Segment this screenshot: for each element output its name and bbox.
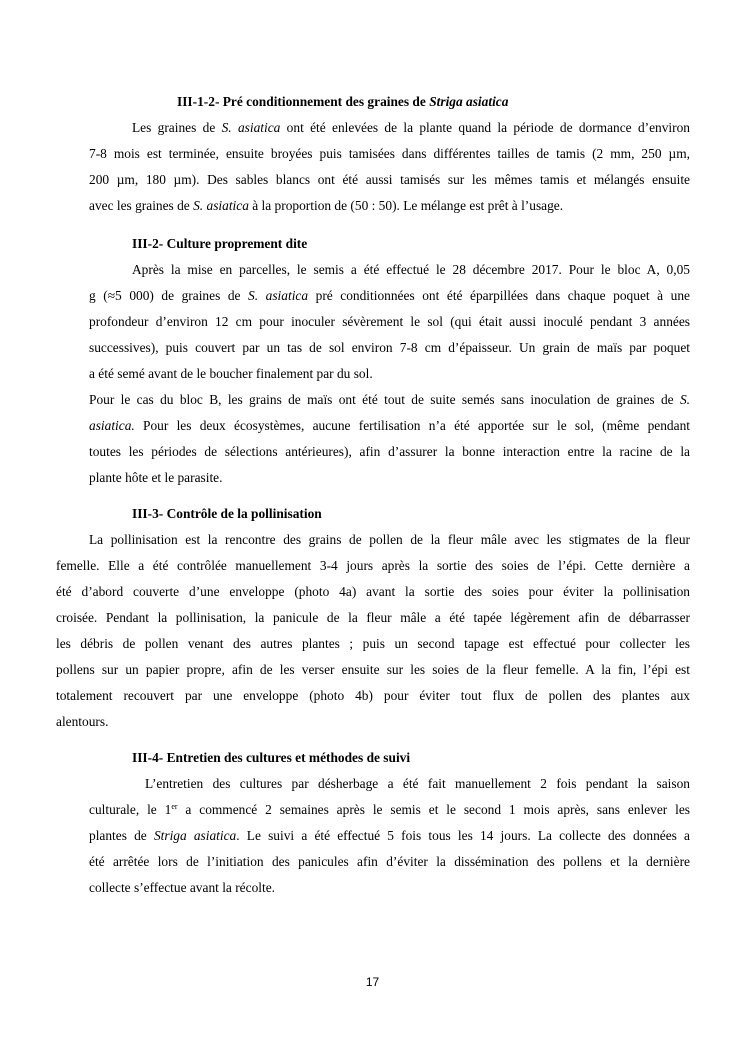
paragraph-line: plante hôte et le parasite. [89,470,223,485]
paragraph-line: toutes les périodes de sélections antérieures), afin d’assurer la bonne interaction entre la racine de la [89,444,690,459]
paragraph-line: La pollinisation est la rencontre des grains de pollen de la fleur mâle avec les stigmates de la fleur [89,532,690,547]
paragraph-line: été d’abord couverte d’une enveloppe (photo 4a) avant la sortie des soies pour éviter la pollinisation [56,584,690,599]
paragraph-line: été arrêtée lors de l’initiation des panicules afin d’éviter la dissémination des pollens et la dernière [89,854,690,869]
paragraph-line: L’entretien des cultures par désherbage a été fait manuellement 2 fois pendant la saison [145,776,690,791]
paragraph-line: Après la mise en parcelles, le semis a été effectué le 28 décembre 2017. Pour le bloc A, 0,05 [132,262,690,277]
paragraph-line: culturale, le 1er a commencé 2 semaines après le semis et le second 1 mois après, sans enlever les [89,802,690,817]
paragraph-line: femelle. Elle a été contrôlée manuellement 3-4 jours après la sortie des soies de l’épi. Cette dernière a [56,558,690,573]
paragraph-line: 7-8 mois est terminée, ensuite broyées puis tamisées dans différentes tailles de tamis (2 mm, 250 µm, [89,146,690,161]
paragraph-line: 200 µm, 180 µm). Des sables blancs ont été aussi tamisés sur les mêmes tamis et mélangés ensuite [89,172,690,187]
paragraph-line: g (≈5 000) de graines de S. asiatica pré conditionnées ont été éparpillées dans chaque poquet à une [89,288,691,303]
paragraph-line: Pour le cas du bloc B, les grains de maïs ont été tout de suite semés sans inoculation de graines de S. [89,392,690,407]
section-heading-preconditioning: III-1-2- Pré conditionnement des graines de Striga asiatica [177,94,509,109]
paragraph-line: avec les graines de S. asiatica à la proportion de (50 : 50). Le mélange est prêt à l’usage. [89,198,564,213]
section-heading-pollination: III-3- Contrôle de la pollinisation [132,506,322,521]
section-heading-maintenance: III-4- Entretien des cultures et méthodes de suivi [132,750,411,765]
paragraph-line: profondeur d’environ 12 cm pour inoculer sévèrement le sol (qui était aussi inoculé pendant 3 années [89,314,690,329]
paragraph-line: pollens sur un papier propre, afin de les verser ensuite sur les soies de la fleur femelle. A la fin, l’épi est [56,662,690,677]
paragraph-line: alentours. [56,714,109,729]
paragraph-line: a été semé avant de le boucher finalement par du sol. [89,366,373,381]
paragraph-line: croisée. Pendant la pollinisation, la panicule de la fleur mâle a été tapée légèrement afin de débarrasser [56,610,690,625]
paragraph-line: successives), puis couvert par un tas de sol environ 7-8 cm d’épaisseur. Un grain de maïs par poquet [89,340,690,355]
paragraph-line: collecte s’effectue avant la récolte. [89,880,275,895]
paragraph-line: totalement recouvert par une enveloppe (photo 4b) pour éviter tout flux de pollen des plantes aux [56,688,690,703]
section-heading-culture: III-2- Culture proprement dite [132,236,308,251]
page-number: 17 [365,975,380,989]
paragraph-line: asiatica. Pour les deux écosystèmes, aucune fertilisation n’a été apportée sur le sol, (même pendant [89,418,690,433]
paragraph-line: plantes de Striga asiatica. Le suivi a été effectué 5 fois tous les 14 jours. La collecte des données a [89,828,690,843]
paragraph-line: Les graines de S. asiatica ont été enlevées de la plante quand la période de dormance d’environ [132,120,690,135]
paragraph-line: les débris de pollen venant des autres plantes ; puis un second tapage est effectué pour collecter les [56,636,690,651]
